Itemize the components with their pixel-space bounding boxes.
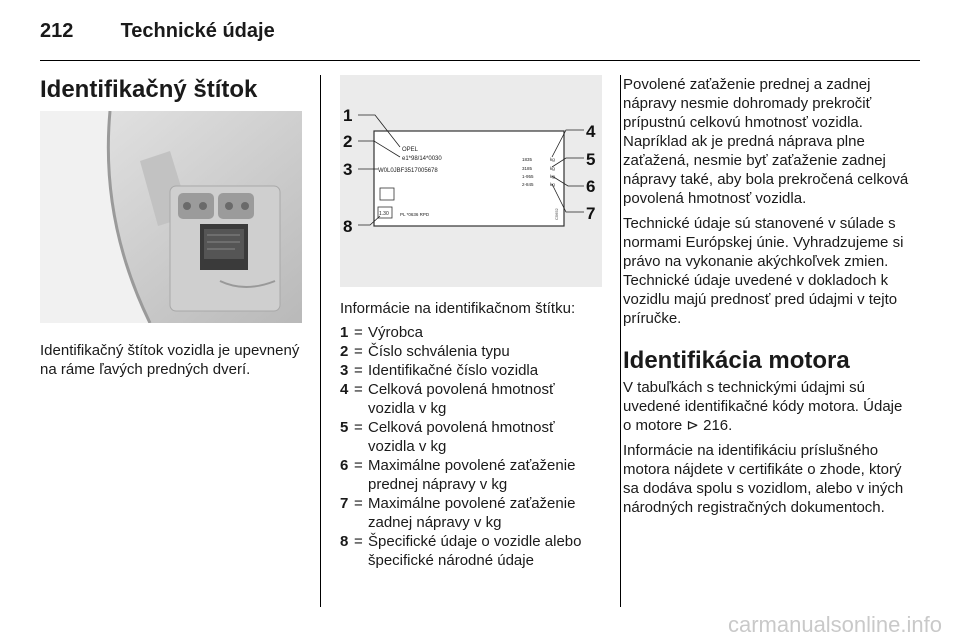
plate-weight-1: 1835: [522, 157, 533, 162]
callout-1: 1: [343, 106, 353, 125]
legend-item: 1 = Výrobca: [340, 324, 424, 341]
callout-4: 4: [586, 122, 596, 141]
legend-item: 3 = Identifikačné číslo vozidla: [340, 362, 539, 379]
plate-bottom-text: PL *0636 RPD: [400, 212, 430, 217]
column-right: [623, 75, 913, 523]
legend-item: 7 = Maximálne povolené zaťaženie zadnej nápravy v kg: [340, 495, 576, 531]
eu-standards-paragraph: Technické údaje sú stanovené v súlade s normami Európskej únie. Vyhradzujeme si právo na vykonanie akýchkoľvek zmien. Technické údaje uvedené v dokladoch k vozidlu majú prednosť pred údajmi v tejto príručke.: [623, 215, 904, 327]
column-middle: [340, 75, 602, 570]
callout-5: 5: [586, 150, 596, 169]
plate-unit-1: kg: [550, 157, 555, 162]
axle-load-paragraph: Povolené zaťaženie prednej a zadnej nápravy nesmie dohromady prekročiť prípustnú celkovú hmotnosť vozidla. Napríklad ak je predná náprava plne zaťažená, nesmie byť zaťaženie zadnej nápravy také, aby bola prekročená celková povolená hmotnosť vozidla.: [623, 76, 909, 207]
engine-certificate-paragraph: Informácie na identifikáciu príslušného motora nájdete v certifikáte o zhode, ktorý sa dodáva spolu s vozidlom, alebo v iných národných registračných dokumentoch.: [623, 442, 904, 516]
column-divider-1: [320, 75, 321, 607]
plate-location-text: Identifikačný štítok vozidla je upevnený na ráme ľavých predných dverí.: [40, 342, 300, 378]
legend-item: 8 = Špecifické údaje o vozidle alebo špecifické národné údaje: [340, 533, 582, 569]
legend-item: 2 = Číslo schválenia typu: [340, 343, 510, 360]
legend-item: 6 = Maximálne povolené zaťaženie prednej nápravy v kg: [340, 457, 576, 493]
column-left: [40, 75, 302, 385]
plate-side-code: C5652: [554, 208, 559, 220]
plate-unit-4: kg: [550, 182, 555, 187]
legend-item: 5 = Celková povolená hmotnosť vozidla v kg: [340, 419, 555, 455]
plate-unit-2: kg: [550, 166, 555, 171]
callout-7: 7: [586, 204, 596, 223]
chapter-title: Technické údaje: [120, 20, 275, 42]
identification-plate-diagram: [340, 75, 602, 287]
plate-weight-4: 2-845: [522, 182, 534, 187]
engine-codes-paragraph: V tabuľkách s technickými údajmi sú uvedené identifikačné kódy motora. Údaje o motore ⊳ 216.: [623, 379, 903, 434]
column-divider-2: [620, 75, 621, 607]
header-rule: [40, 60, 920, 61]
callout-8: 8: [343, 217, 353, 236]
watermark: carmanualsonline.info: [727, 612, 942, 637]
plate-bottom-code: 1.30: [379, 211, 389, 217]
legend-intro: Informácie na identifikačnom štítku:: [340, 300, 576, 317]
plate-unit-3: kg: [550, 174, 555, 179]
legend-item: 4 = Celková povolená hmotnosť vozidla v kg: [340, 381, 555, 417]
callout-6: 6: [586, 177, 596, 196]
door-frame-photo: [40, 111, 302, 323]
plate-maker: OPEL: [402, 147, 419, 153]
callout-3: 3: [343, 160, 353, 179]
legend-list: [340, 323, 602, 570]
plate-weight-3: 1-955: [522, 174, 534, 179]
section-heading-engine-identification: Identifikácia motora: [623, 347, 850, 374]
callout-2: 2: [343, 132, 353, 151]
plate-weight-2: 3185: [522, 166, 533, 171]
page-header: [40, 20, 275, 43]
plate-vin: W0L0JBF3517005678: [378, 168, 438, 174]
page-number: 212: [40, 20, 74, 42]
plate-approval: e1*98/14*0030: [402, 156, 442, 162]
section-heading-identification-plate: Identifikačný štítok: [40, 76, 258, 103]
